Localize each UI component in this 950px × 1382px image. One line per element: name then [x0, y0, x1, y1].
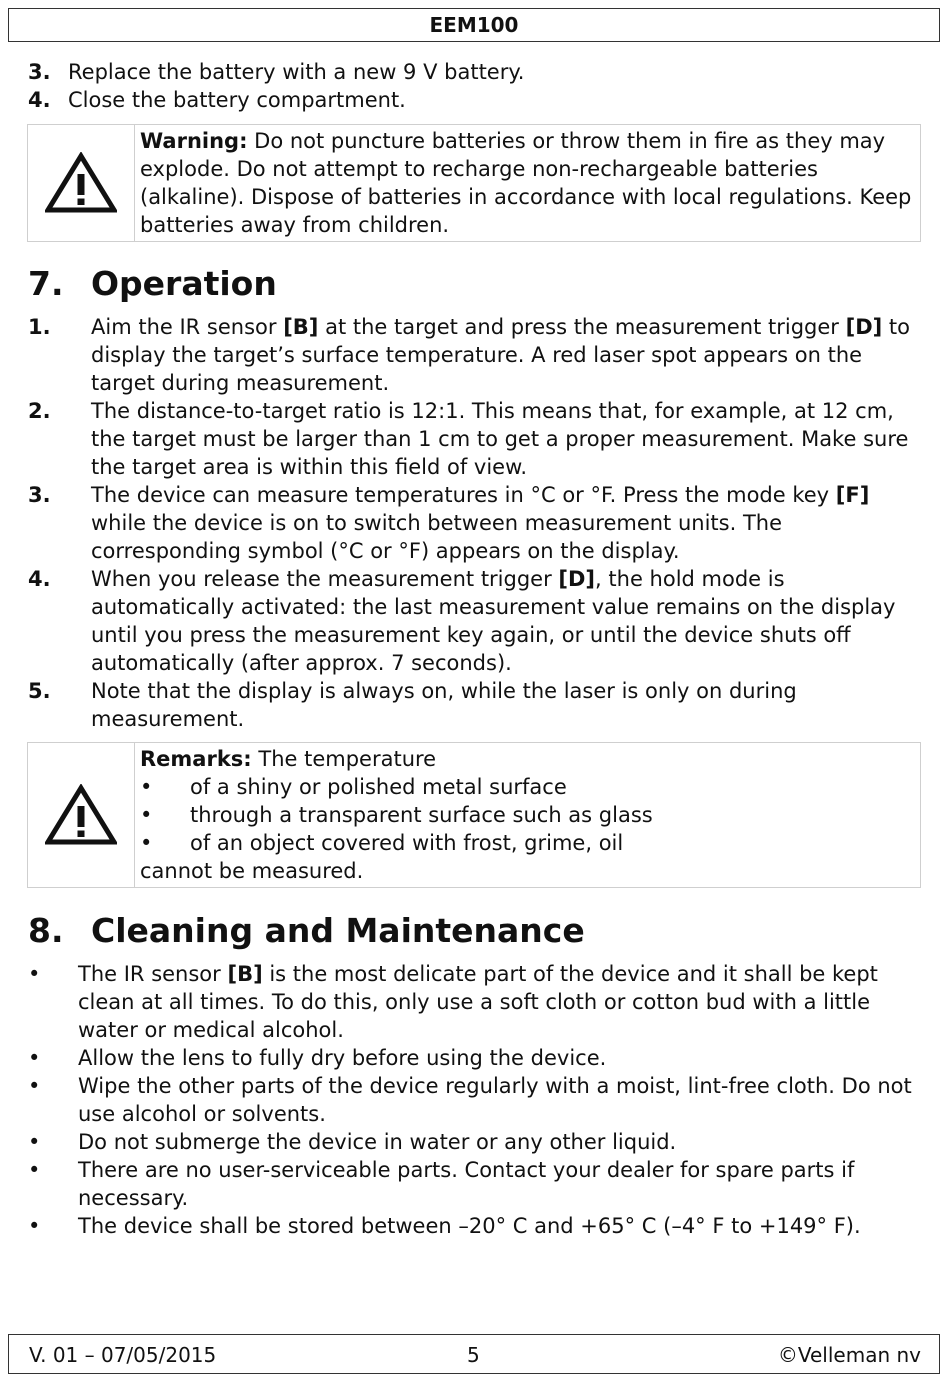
bullet: •	[140, 803, 153, 827]
step-text: Aim the IR sensor [B] at the target and press the measurement trigger [D] to display the target’s surface temperature. A red laser spot appears on the target during measurement.	[91, 315, 911, 395]
battery-steps	[28, 58, 928, 114]
list-item	[28, 677, 923, 733]
step-number: 5.	[28, 679, 51, 703]
list-item	[28, 481, 923, 565]
bullet: •	[28, 1130, 41, 1154]
step-number: 3.	[28, 483, 51, 507]
step-text: Replace the battery with a new 9 V battery.	[68, 60, 525, 84]
list-item	[28, 58, 928, 86]
section-title: Cleaning and Maintenance	[91, 911, 585, 950]
section-title: Operation	[91, 264, 277, 303]
warning-triangle-icon	[45, 784, 117, 846]
footer-copyright: ©Velleman nv	[777, 1343, 921, 1367]
list-item	[28, 565, 923, 677]
warning-text	[135, 125, 920, 241]
step-number: 1.	[28, 315, 51, 339]
list-item	[28, 313, 923, 397]
list-item	[28, 397, 923, 481]
bullet: •	[28, 1158, 41, 1182]
list-item: • There are no user-serviceable parts. Contact your dealer for spare parts if necessary.	[28, 1158, 855, 1210]
step-number: 3.	[28, 60, 51, 84]
step-text: Close the battery compartment.	[68, 88, 406, 112]
list-item: • Wipe the other parts of the device regularly with a moist, lint-free cloth. Do not use alcohol or solvents.	[28, 1074, 912, 1126]
bullet: •	[140, 775, 153, 799]
step-text: When you release the measurement trigger [D], the hold mode is automatically activated: the last measurement value remains on the display until you press the measurement key again, or until the device shuts off automatically (after approx. 7 seconds).	[91, 567, 896, 675]
step-number: 4.	[28, 567, 51, 591]
step-text: The distance-to-target ratio is 12:1. This means that, for example, at 12 cm, the target must be larger than 1 cm to get a proper measurement. Make sure the target area is within this field of view.	[91, 399, 909, 479]
remarks-outro: cannot be measured.	[140, 859, 364, 883]
bullet: •	[28, 1046, 41, 1070]
list-item: • Do not submerge the device in water or any other liquid.	[28, 1130, 677, 1154]
cleaning-list	[28, 960, 923, 1240]
step-text: The device can measure temperatures in °C or °F. Press the mode key [F] while the device is on to switch between measurement units. The corresponding symbol (°C or °F) appears on the display.	[91, 483, 870, 563]
list-item: • The IR sensor [B] is the most delicate part of the device and it shall be kept clean at all times. To do this, only use a soft cloth or cotton bud with a little water or medical alcohol.	[28, 962, 878, 1042]
warning-label: Warning:	[140, 129, 248, 153]
remarks-text	[135, 743, 661, 887]
page-header	[8, 8, 940, 42]
remarks-intro: The temperature	[251, 747, 437, 771]
step-number: 2.	[28, 399, 51, 423]
list-item: • of a shiny or polished metal surface	[140, 775, 567, 799]
warning-icon-cell	[28, 125, 135, 241]
list-item: • through a transparent surface such as glass	[140, 803, 653, 827]
remarks-icon-cell	[28, 743, 135, 887]
bullet: •	[140, 831, 153, 855]
operation-steps	[28, 313, 923, 733]
footer-version: V. 01 – 07/05/2015	[29, 1343, 217, 1367]
document-title: EEM100	[429, 13, 519, 37]
page-footer	[8, 1334, 940, 1374]
section-heading-operation	[28, 264, 277, 304]
remarks-box	[27, 742, 921, 888]
list-item	[28, 86, 928, 114]
step-text: Note that the display is always on, while the laser is only on during measurement.	[91, 679, 797, 731]
warning-box	[27, 124, 921, 242]
section-number: 7.	[28, 264, 64, 303]
list-item: • of an object covered with frost, grime, oil	[140, 831, 624, 855]
warning-body: Do not puncture batteries or throw them in fire as they may explode. Do not attempt to recharge non-rechargeable batteries (alkaline). Dispose of batteries in accordance with local regulations. Keep batteries away from children.	[140, 129, 912, 237]
section-heading-cleaning	[28, 911, 585, 951]
warning-triangle-icon	[45, 152, 117, 214]
list-item: • The device shall be stored between –20° C and +65° C (–4° F to +149° F).	[28, 1214, 861, 1238]
list-item: • Allow the lens to fully dry before using the device.	[28, 1046, 607, 1070]
step-number: 4.	[28, 88, 51, 112]
remarks-label: Remarks:	[140, 747, 252, 771]
bullet: •	[28, 962, 41, 986]
section-number: 8.	[28, 911, 64, 950]
bullet: •	[28, 1074, 41, 1098]
page-number: 5	[467, 1343, 480, 1367]
bullet: •	[28, 1214, 41, 1238]
